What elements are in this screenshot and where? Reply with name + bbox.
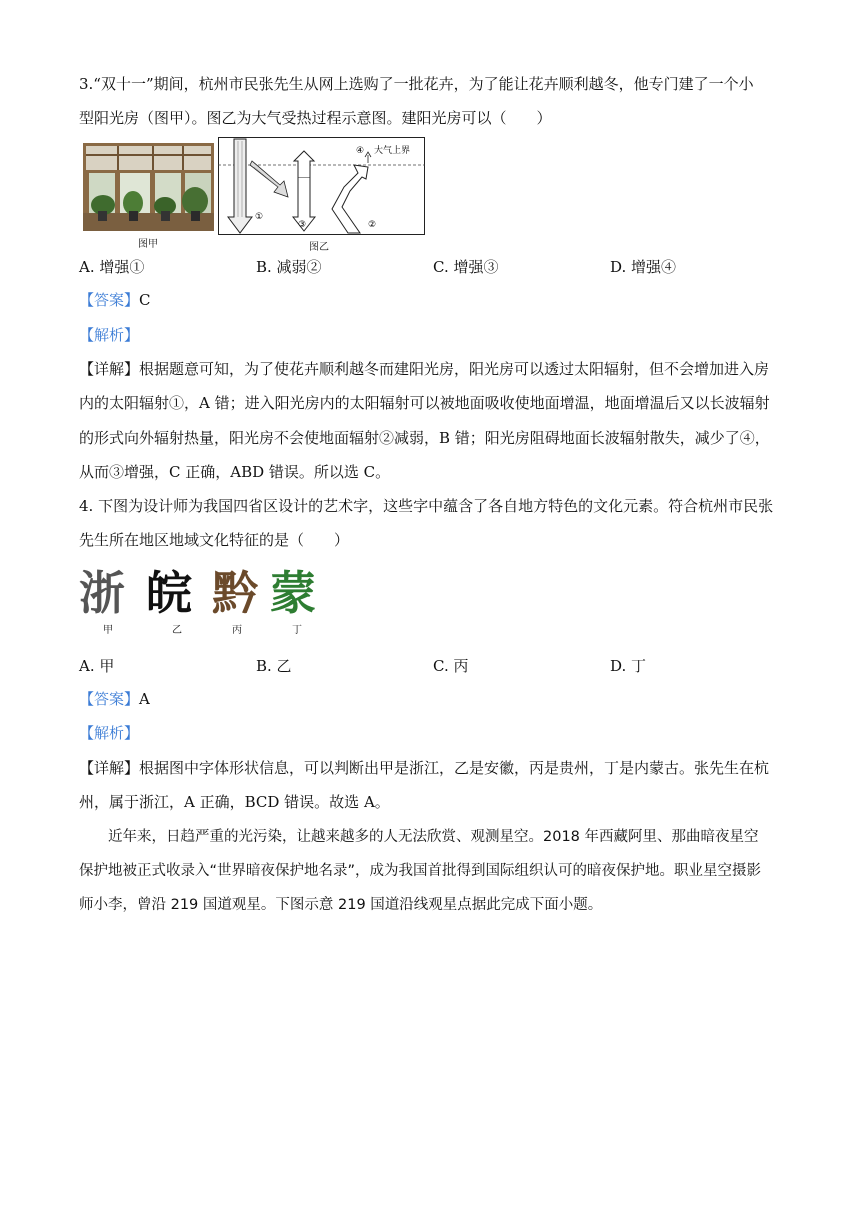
- q4-stem-line-1: 4. 下图为设计师为我国四省区设计的艺术字，这些字中蕴含了各自地方特色的文化元素。符合杭州市民张: [79, 497, 774, 515]
- art-label-yi: 乙: [172, 625, 182, 636]
- label-2: ②: [368, 220, 377, 230]
- q3-detail-line-2: 内的太阳辐射①，A 错；进入阳光房内的太阳辐射可以被地面吸收使地面增温，地面增温后又以长波辐射: [79, 394, 770, 412]
- q4-option-b: B. 乙: [256, 657, 292, 675]
- q4-option-c: C. 丙: [433, 657, 469, 675]
- q3-option-a: A. 增强①: [79, 258, 145, 276]
- art-char-jia: 浙: [79, 566, 123, 620]
- figure-jia-caption: 图甲: [138, 239, 158, 250]
- art-char-ding: 蒙: [270, 566, 316, 620]
- answer-tag: 【答案】: [79, 690, 140, 708]
- q3-detail-line-3: 的形式向外辐射热量，阳光房不会使地面辐射②减弱，B 错；阳光房阻碍地面长波辐射散失，减少了④，: [79, 429, 770, 447]
- art-label-jia: 甲: [103, 625, 113, 636]
- art-label-bing: 丙: [232, 625, 242, 636]
- q3-stem-line-2: 型阳光房（图甲）。图乙为大气受热过程示意图。建阳光房可以（ ）: [79, 109, 552, 127]
- q3-answer: [79, 290, 151, 310]
- q3-option-b: B. 减弱②: [256, 258, 322, 276]
- label-4: ④: [356, 146, 365, 156]
- art-label-ding: 丁: [292, 625, 302, 636]
- answer-value: A: [139, 690, 150, 708]
- analysis-tag: 【解析】: [79, 326, 140, 344]
- detail-tag: 【详解】: [79, 759, 140, 777]
- passage-line-3: 师小李，曾沿 219 国道观星。下图示意 219 国道沿线观星点据此完成下面小题。: [79, 897, 603, 913]
- label-top-of-atmosphere: 大气上界: [374, 146, 411, 156]
- art-char-bing: 黔: [212, 566, 258, 620]
- atmosphere-heating-diagram: [218, 137, 425, 235]
- q4-detail-line-1: [79, 758, 769, 778]
- q3-stem-line-1: 3.“双十一”期间，杭州市民张先生从网上选购了一批花卉，为了能让花卉顺利越冬，他专门建了一个小: [79, 75, 754, 93]
- figure-jia-sunroom: [83, 143, 214, 231]
- q4-answer: [79, 689, 150, 709]
- answer-tag: 【答案】: [79, 291, 140, 309]
- label-1: ①: [255, 212, 264, 222]
- q4-analysis: [79, 723, 139, 743]
- q4-option-a: A. 甲: [79, 657, 115, 675]
- label-3: ③: [298, 220, 307, 230]
- q3-option-c: C. 增强③: [433, 258, 499, 276]
- q3-analysis: [79, 325, 139, 345]
- detail-text: 根据图中字体形状信息，可以判断出甲是浙江，乙是安徽，丙是贵州，丁是内蒙古。张先生在杭: [139, 759, 770, 777]
- figure-yi-diagram: [218, 137, 425, 235]
- passage-line-2: 保护地被正式收录入“世界暗夜保护地名录”，成为我国首批得到国际组织认可的暗夜保护地。职业星空摄影: [79, 863, 762, 879]
- detail-text: 根据题意可知，为了使花卉顺利越冬而建阳光房，阳光房可以透过太阳辐射，但不会增加进入房: [139, 360, 770, 378]
- analysis-tag: 【解析】: [79, 724, 140, 742]
- detail-tag: 【详解】: [79, 360, 140, 378]
- q3-option-d: D. 增强④: [610, 258, 677, 276]
- answer-value: C: [139, 291, 151, 309]
- q3-detail-line-1: [79, 359, 769, 379]
- sunroom-illustration: [83, 143, 214, 231]
- q4-option-d: D. 丁: [610, 657, 647, 675]
- art-char-yi: 皖: [146, 566, 192, 620]
- q3-detail-line-4: 从而③增强，C 正确，ABD 错误。所以选 C。: [79, 463, 391, 481]
- q4-detail-line-2: 州，属于浙江，A 正确，BCD 错误。故选 A。: [79, 793, 390, 811]
- figure-yi-caption: 图乙: [309, 242, 329, 253]
- q4-stem-line-2: 先生所在地区地域文化特征的是（ ）: [79, 531, 350, 549]
- passage-line-1: 近年来，日趋严重的光污染，让越来越多的人无法欣赏、观测星空。2018 年西藏阿里、那曲暗夜星空: [108, 829, 759, 845]
